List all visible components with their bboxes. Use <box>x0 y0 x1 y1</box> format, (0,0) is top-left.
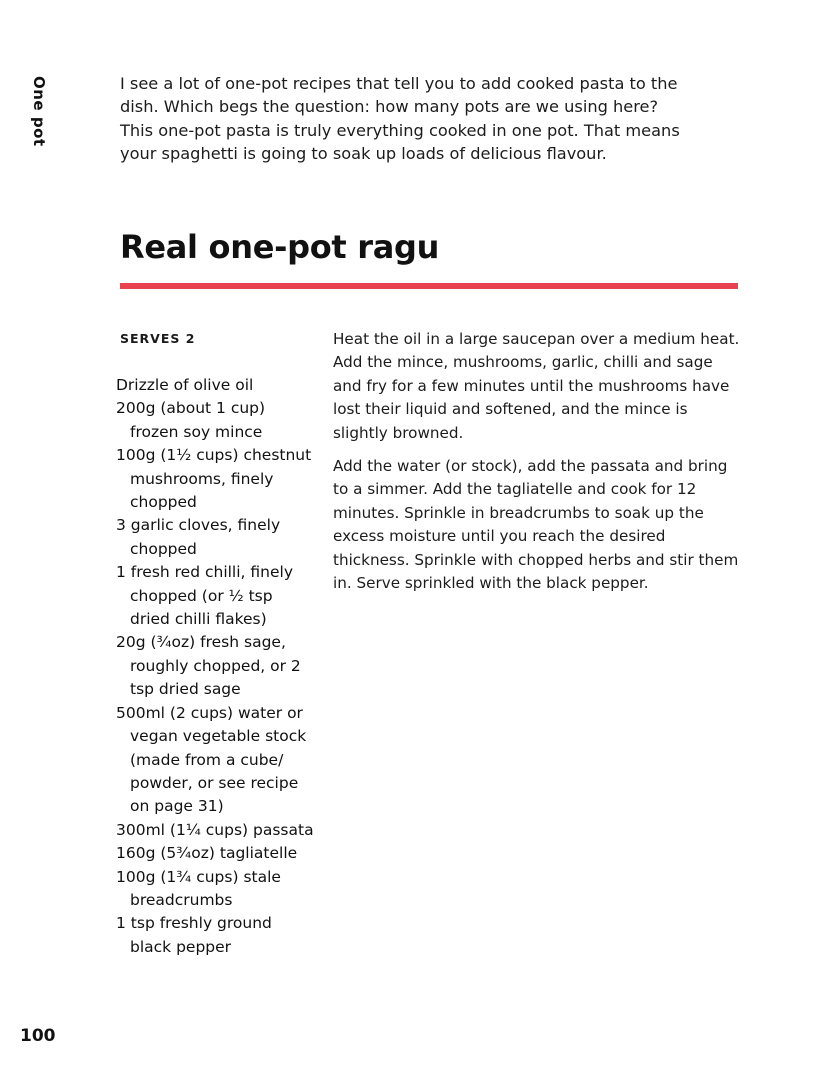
ingredient-item: 160g (5¾oz) tagliatelle <box>116 844 298 863</box>
intro-text <box>120 72 680 165</box>
ingredient-item: 1 fresh red chilli, finely chopped (or ½ tsp dried chilli flakes) <box>116 563 294 629</box>
ingredients-list <box>116 374 316 959</box>
ingredient-item: 100g (1½ cups) chestnut mushrooms, finely chopped <box>116 446 312 512</box>
title-underline <box>120 283 738 289</box>
recipe-title: Real one-pot ragu <box>120 228 440 266</box>
ingredient-item: 200g (about 1 cup) frozen soy mince <box>116 399 266 441</box>
ingredient-item: 300ml (1¼ cups) passata <box>116 820 314 839</box>
ingredient-item: 500ml (2 cups) water or vegan vegetable stock (made from a cube/ powder, or see recipe on page 31) <box>116 703 307 816</box>
ingredient-item: 20g (¾oz) fresh sage, roughly chopped, or 2 tsp dried sage <box>116 633 301 699</box>
ingredient-item: 1 tsp freshly ground black pepper <box>116 914 272 956</box>
serves-label: SERVES 2 <box>120 331 196 346</box>
intro-paragraph: I see a lot of one-pot recipes that tell you to add cooked pasta to the dish. Which begs the question: how many pots are we using here? This one-pot pasta is truly everything cooked in one pot. That means your spaghetti is going to soak up loads of delicious flavour. <box>120 74 680 163</box>
method-step: Heat the oil in a large saucepan over a medium heat. Add the mince, mushrooms, garlic, chilli and sage and fry for a few minutes until the mushrooms have lost their liquid and softened, and the mince is slightly browned. <box>333 330 740 442</box>
ingredient-item: Drizzle of olive oil <box>116 376 254 394</box>
method-step: Add the water (or stock), add the passata and bring to a simmer. Add the tagliatelle and cook for 12 minutes. Sprinkle in breadcrumbs to soak up the excess moisture until you reach the desired thickness. Sprinkle with chopped herbs and stir them in. Serve sprinkled with the black pepper. <box>333 457 739 593</box>
page-number: 100 <box>20 1026 56 1046</box>
ingredient-item: 100g (1¾ cups) stale breadcrumbs <box>116 867 281 909</box>
method-text <box>333 328 743 605</box>
section-tab: One pot <box>30 76 48 147</box>
ingredient-item: 3 garlic cloves, finely chopped <box>116 516 281 558</box>
